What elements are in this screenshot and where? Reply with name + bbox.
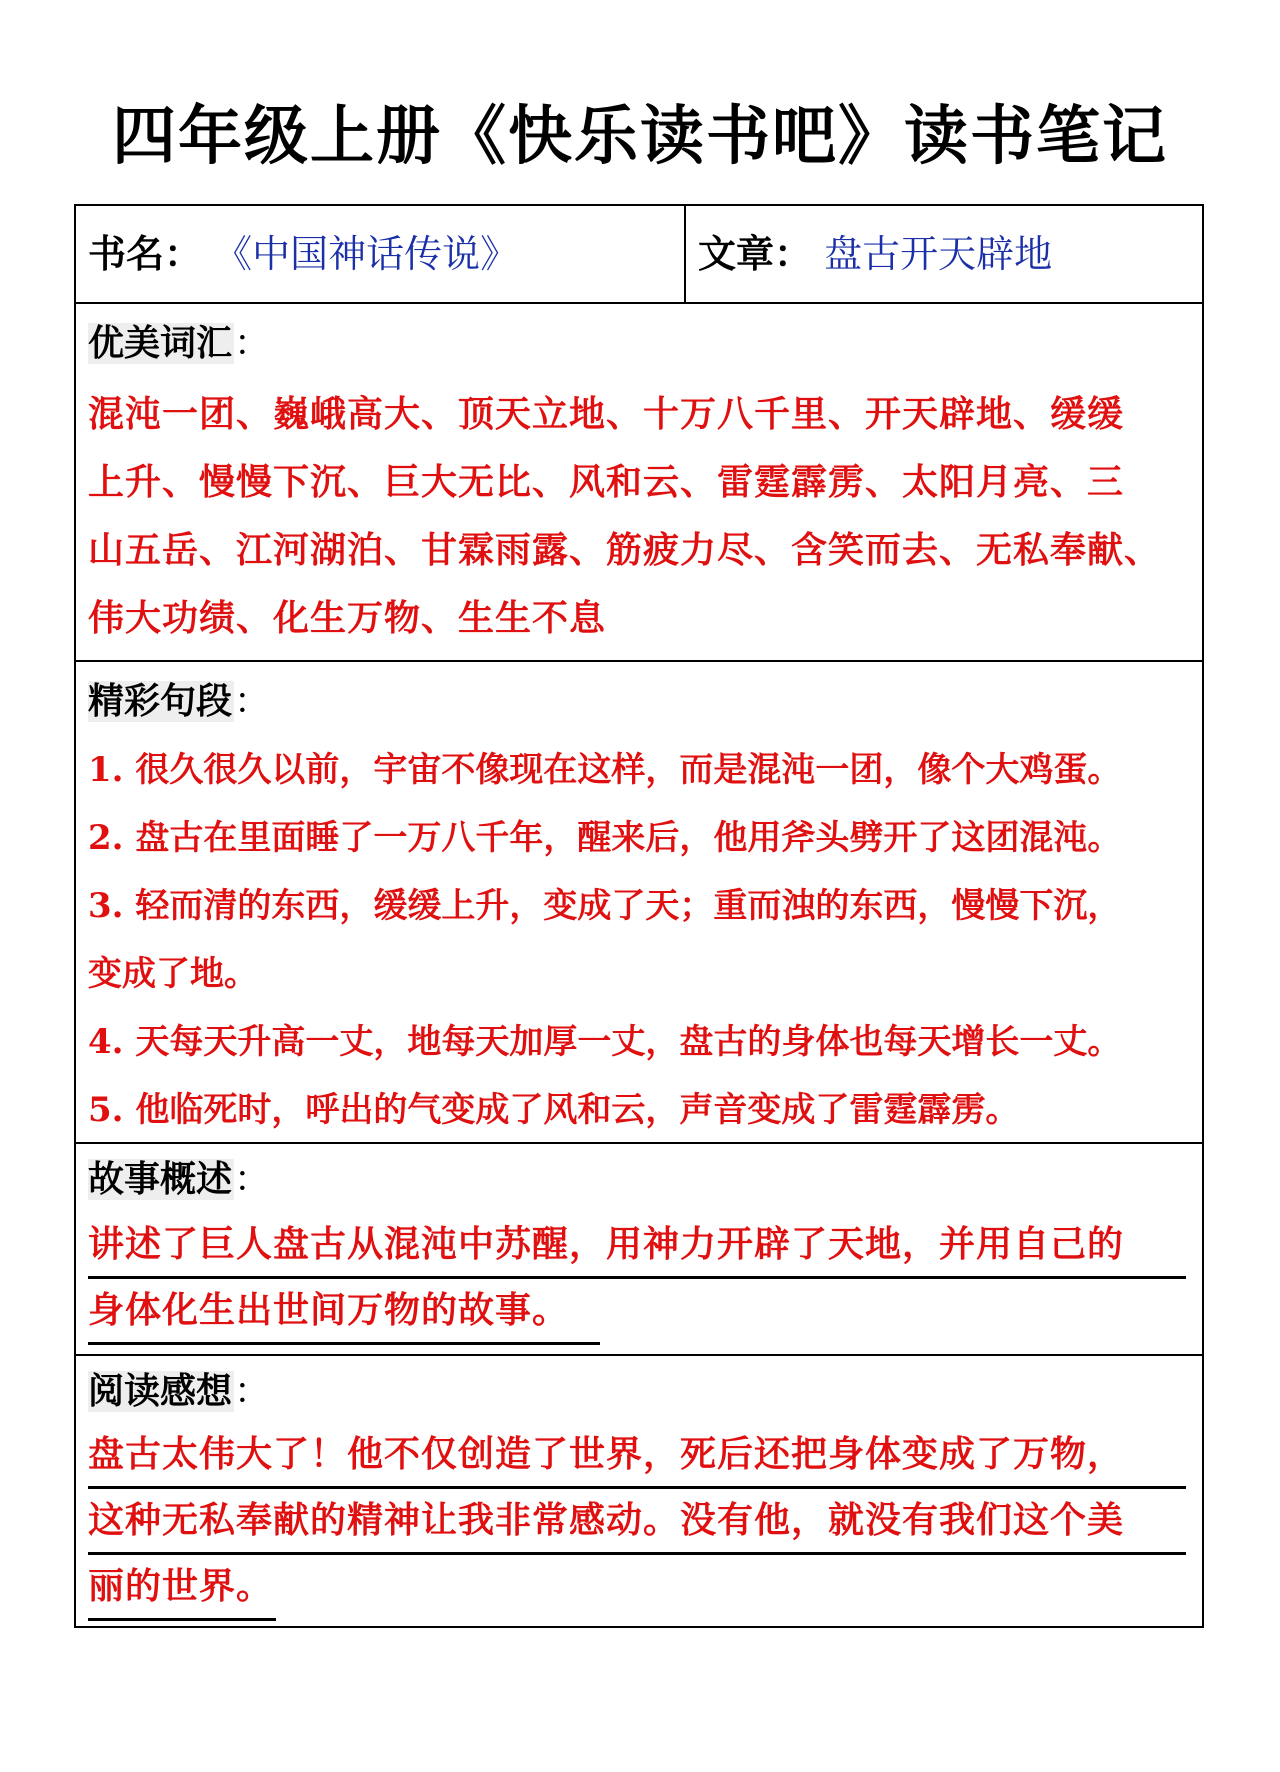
sentence-line: 1. 很久很久以前，宇宙不像现在这样，而是混沌一团，像个大鸡蛋。 [88,750,1122,790]
article-label: 文章： [698,232,813,276]
summary-heading: 故事概述： [88,1159,271,1200]
vocabulary-line: 上升、慢慢下沉、巨大无比、风和云、雷霆霹雳、太阳月亮、三 [88,461,1125,503]
reading-note-table [74,204,1204,1628]
sentence-line: 变成了地。 [88,954,258,994]
page-title: 四年级上册《快乐读书吧》读书笔记 [112,100,1168,174]
sentences-section [76,662,1202,1144]
sentence-line: 5. 他临死时，呼出的气变成了风和云，声音变成了雷霆霹雳。 [88,1090,1020,1130]
book-title: 《中国神话传说》 [214,232,519,276]
reflection-line: 盘古太伟大了！他不仅创造了世界，死后还把身体变成了万物， [88,1426,1186,1489]
summary-line: 讲述了巨人盘古从混沌中苏醒，用神力开辟了天地，并用自己的 [88,1216,1186,1279]
article-cell [686,206,1202,302]
sentence-line: 3. 轻而清的东西，缓缓上升，变成了天；重而浊的东西，慢慢下沉， [88,886,1122,926]
header-row [76,206,1202,304]
book-cell [76,206,686,302]
vocabulary-heading: 优美词汇： [88,323,271,364]
book-label: 书名： [88,232,203,276]
sentences-heading: 精彩句段： [88,681,271,722]
reflection-heading: 阅读感想： [88,1371,271,1412]
summary-section [76,1144,1202,1356]
sentence-line: 4. 天每天升高一丈，地每天加厚一丈，盘古的身体也每天增长一丈。 [88,1022,1122,1062]
vocabulary-line: 混沌一团、巍峨高大、顶天立地、十万八千里、开天辟地、缓缓 [88,393,1125,435]
reflection-line: 丽的世界。 [88,1558,276,1621]
article-title: 盘古开天辟地 [824,232,1053,276]
reflection-section [76,1356,1202,1626]
reflection-line: 这种无私奉献的精神让我非常感动。没有他，就没有我们这个美 [88,1492,1186,1555]
sentence-line: 2. 盘古在里面睡了一万八千年，醒来后，他用斧头劈开了这团混沌。 [88,818,1122,858]
summary-line: 身体化生出世间万物的故事。 [88,1282,600,1345]
vocabulary-line: 伟大功绩、化生万物、生生不息 [88,597,607,639]
vocabulary-section [76,304,1202,662]
vocabulary-line: 山五岳、江河湖泊、甘霖雨露、筋疲力尽、含笑而去、无私奉献、 [88,529,1162,571]
